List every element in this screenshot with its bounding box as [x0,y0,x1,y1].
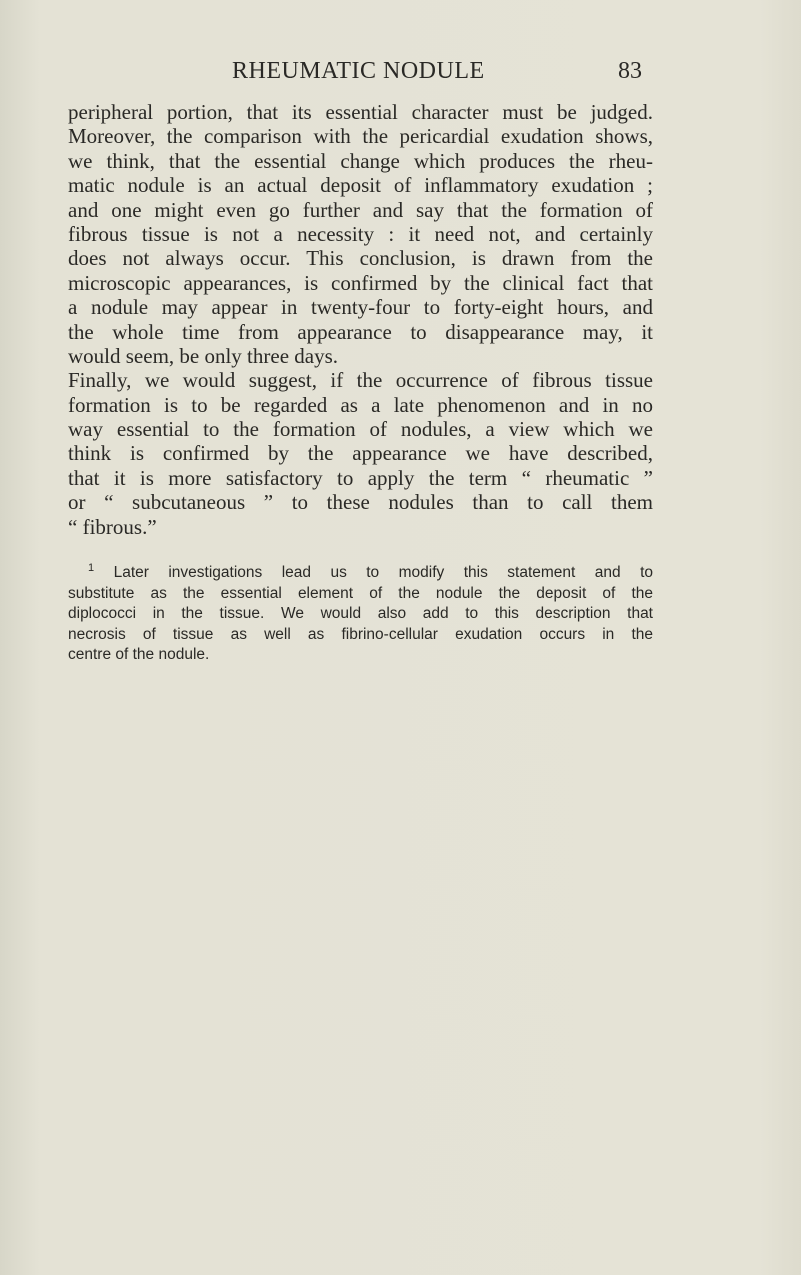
running-head: RHEUMATIC NODULE [232,58,485,84]
text-line: we think, that the essential change which produces the rheu- [68,148,653,173]
footnote-marker: 1 [88,561,95,574]
text-line: would seem, be only three days. [68,343,339,368]
footnote [68,563,653,666]
text-line: think is confirmed by the appearance we have described, [68,441,653,466]
text-line: does not always occur. This conclusion, is drawn from the [68,246,653,271]
text-line: way essential to the formation of nodules, a view which we [68,417,653,442]
text-line: Moreover, the comparison with the pericardial exudation shows, [68,124,653,149]
text-line: or “ subcutaneous ” to these nodules than to call them [68,490,653,515]
footnote-line: substitute as the essential element of the nodule the deposit of the [68,584,653,602]
footnote-line [68,563,653,584]
footnote-line-text: Later investigations lead us to modify this statement and to [113,564,654,581]
footnote-line: centre of the nodule. [68,646,210,663]
text-line: and one might even go further and say that the formation of [68,197,653,222]
footnote-line: necrosis of tissue as well as fibrino-cellular exudation occurs in the [68,625,653,643]
text-line: that it is more satisfactory to apply the term “ rheumatic ” [68,465,653,490]
text-line: “ fibrous.” [68,514,157,539]
text-line: formation is to be regarded as a late phenomenon and in no [68,392,653,417]
footnote-line: diplococci in the tissue. We would also add to this description that [68,605,653,622]
text-line: fibrous tissue is not a necessity : it need not, and certainly [68,221,653,246]
page-number: 83 [618,58,642,84]
text-line: peripheral portion, that its essential character must be judged. [68,100,653,124]
text-line: a nodule may appear in twenty-four to forty-eight hours, and [68,295,653,320]
body-text [68,100,653,539]
text-line: Finally, we would suggest, if the occurrence of fibrous tissue [68,368,653,393]
text-line: the whole time from appearance to disappearance may, it [68,319,653,344]
text-line: matic nodule is an actual deposit of inflammatory exudation ; [68,173,653,198]
text-line: microscopic appearances, is confirmed by the clinical fact that [68,270,653,295]
page-header [0,58,801,92]
